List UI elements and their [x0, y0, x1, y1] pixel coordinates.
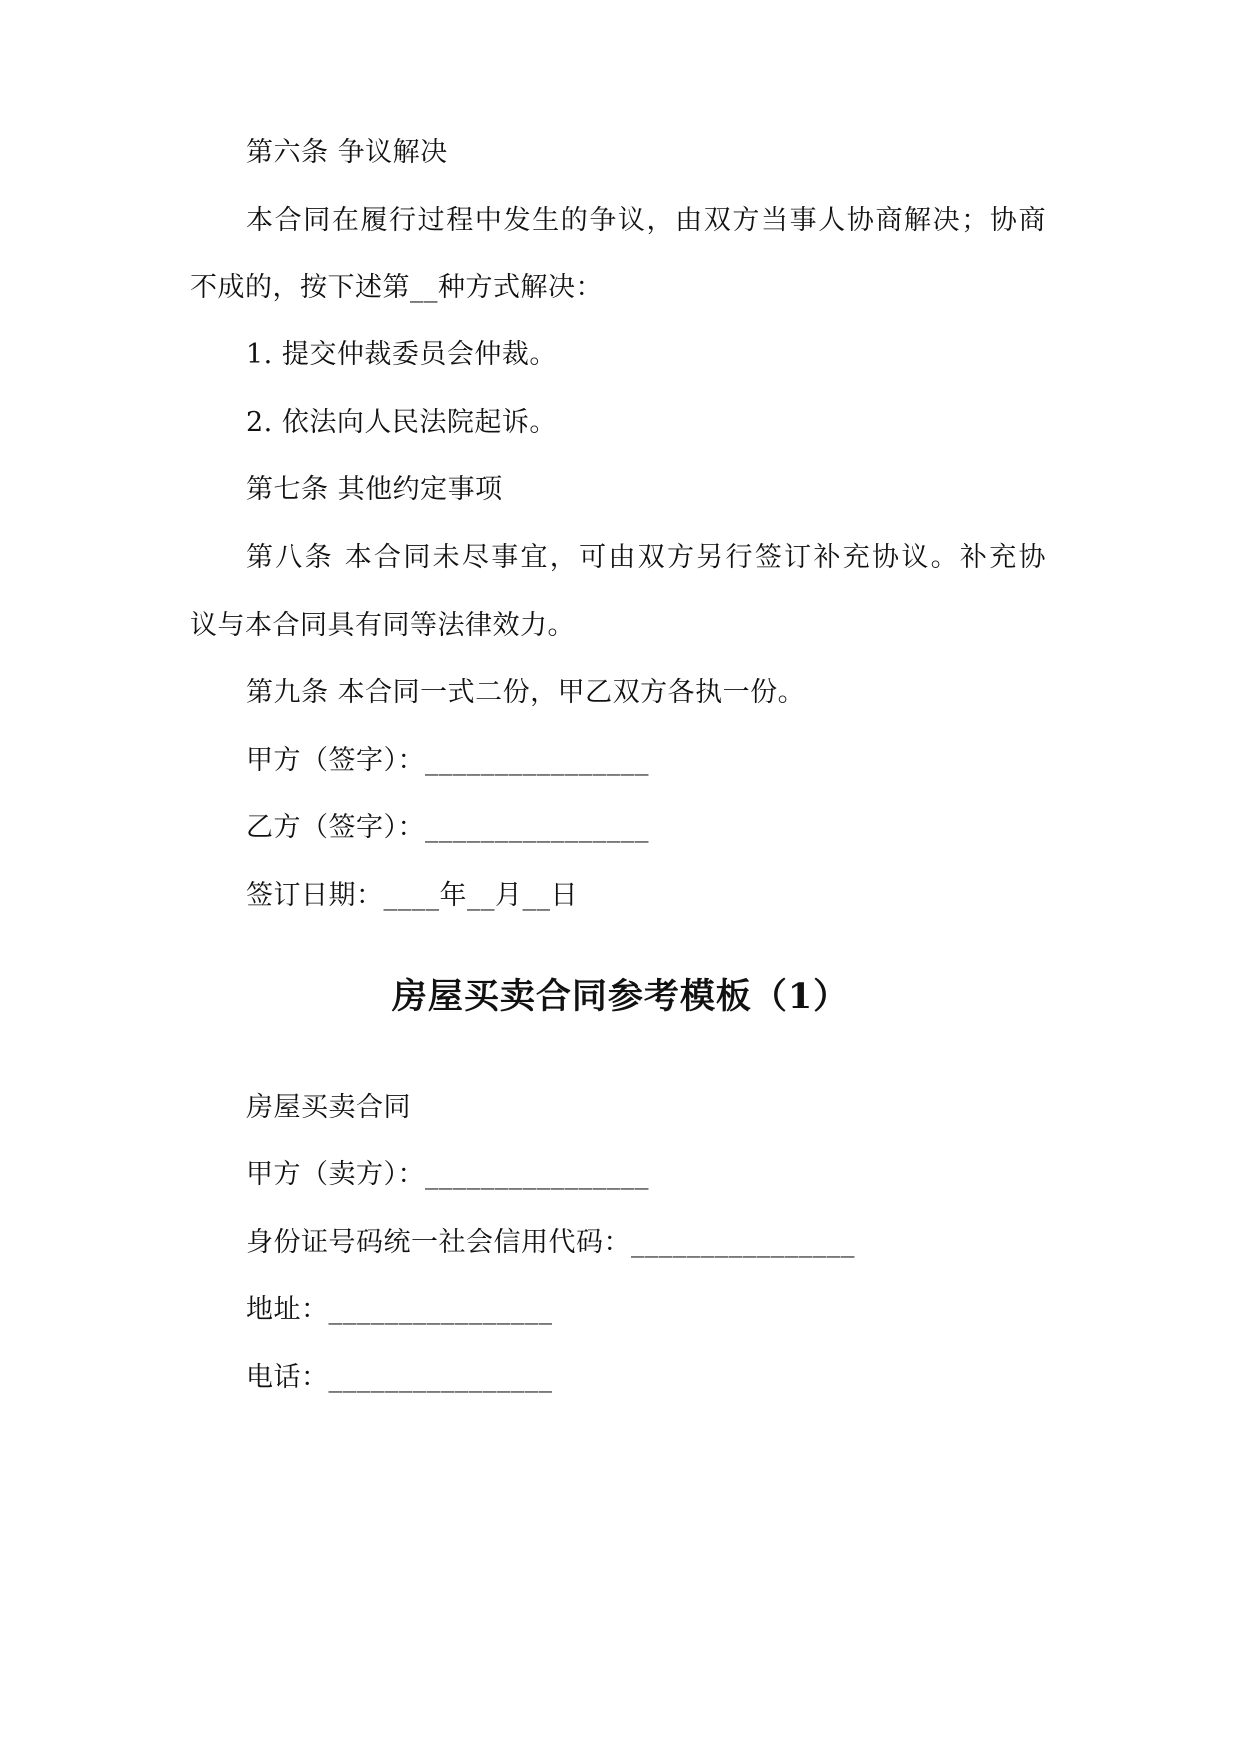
- section-nine-text: 第九条 本合同一式二份，甲乙双方各执一份。: [246, 677, 806, 708]
- section-six-heading: 第六条 争议解决: [246, 137, 448, 168]
- address-line: 地址：________________: [246, 1294, 553, 1325]
- section-eight-line1: 第八条 本合同未尽事宜，可由双方另行签订补充协议。补充协: [246, 542, 1046, 573]
- dispute-option-2: 2. 依法向人民法院起诉。: [246, 407, 557, 438]
- section-six-paragraph-line2: 不成的，按下述第__种方式解决：: [190, 272, 603, 303]
- id-code-line: 身份证号码统一社会信用代码：________________: [246, 1227, 855, 1258]
- party-b-signature-line: 乙方（签字）：________________: [246, 812, 649, 843]
- phone-line: 电话：________________: [246, 1362, 553, 1393]
- section-eight-line2: 议与本合同具有同等法律效力。: [190, 610, 575, 641]
- signing-date-line: 签订日期：____年__月__日: [246, 880, 578, 911]
- party-a-signature-line: 甲方（签字）：________________: [246, 745, 649, 776]
- section-six-paragraph-line1: 本合同在履行过程中发生的争议，由双方当事人协商解决；协商: [246, 205, 1046, 236]
- template-title: 房屋买卖合同参考模板（1）: [391, 976, 850, 1017]
- contract-name: 房屋买卖合同: [246, 1092, 411, 1123]
- dispute-option-1: 1. 提交仲裁委员会仲裁。: [246, 339, 557, 370]
- seller-line: 甲方（卖方）：________________: [246, 1159, 649, 1190]
- section-seven-heading: 第七条 其他约定事项: [246, 474, 503, 505]
